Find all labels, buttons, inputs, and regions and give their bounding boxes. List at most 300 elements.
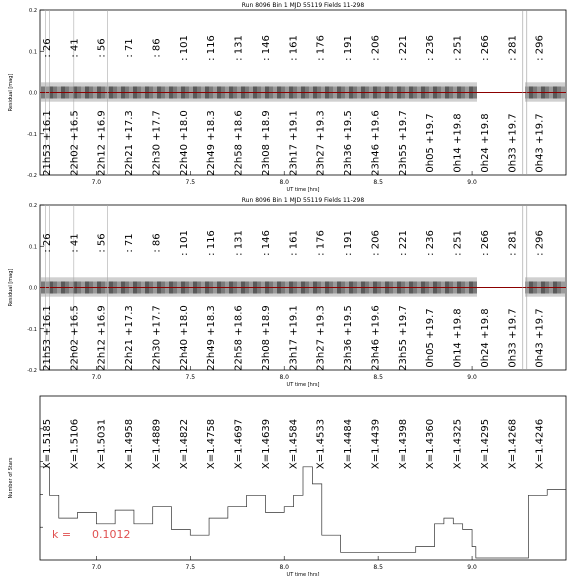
residual-bin-halo [473,99,477,102]
residual-bin-halo [305,277,309,281]
field-label: : 251 [452,35,464,61]
residual-bin-halo [257,277,261,281]
residual-bin-halo [197,277,201,281]
residual-bin-halo [265,294,269,297]
residual-bin-halo [293,277,297,281]
residual-bin-halo [357,277,361,281]
residual-bin-halo [177,277,181,281]
residual-bin-halo [69,294,73,297]
field-label: : 191 [343,35,355,61]
residual-bin-halo [149,82,153,86]
residual-bin-halo [297,294,301,297]
residual-bin-halo [545,294,549,297]
residual-panel-top [8,2,566,193]
residual-bin-halo [141,99,145,102]
residual-bin-halo [469,82,473,86]
y-tick-label: -0.1 [27,326,37,333]
residual-bin-halo [97,82,101,86]
field-label: : 26 [42,233,53,253]
residual-bin-halo [201,99,205,102]
residual-bin-halo [189,277,193,281]
residual-bin-halo [109,82,113,86]
residual-bin-halo [97,277,101,281]
residual-bin-halo [69,277,73,281]
residual-bin-halo [393,294,397,297]
field-label: : 296 [534,35,546,61]
residual-bin-halo [465,294,469,297]
y-tick-label: 0.1 [29,244,37,251]
star-count-panel [8,396,566,576]
residual-bin-halo [57,294,61,297]
field-coordinates: 0h43 +19.7 [534,113,546,173]
residual-bin-halo [253,82,257,86]
field-label: : 116 [206,230,218,256]
residual-bin-halo [229,277,233,281]
residual-bin-halo [257,99,261,102]
residual-bin-halo [325,277,329,281]
residual-bin-halo [185,294,189,297]
residual-bin-halo [113,82,117,86]
residual-bin-halo [93,82,97,86]
residual-bin-halo [433,82,437,86]
airmass-label: X=1.4533 [315,418,327,470]
residual-bin-halo [417,82,421,86]
residual-bin-halo [349,294,353,297]
residual-bin-halo [169,294,173,297]
residual-bin-halo [237,99,241,102]
field-coordinates: 23h36 +19.5 [343,110,355,176]
x-tick-label: 8.0 [279,374,289,381]
residual-bin-halo [125,82,129,86]
residual-bin-halo [153,294,157,297]
field-label: : 281 [507,230,519,256]
residual-bin-halo [117,294,121,297]
residual-bin-halo [345,294,349,297]
field-coordinates: 0h33 +19.7 [507,113,519,173]
residual-bin-halo [117,99,121,102]
residual-bin-halo [537,99,541,102]
residual-bin-halo [81,277,85,281]
field-label: : 131 [233,230,245,256]
x-tick-label: 8.5 [373,374,383,381]
x-tick-label: 7.5 [185,374,196,381]
residual-bin-halo [133,294,137,297]
residual-bin-halo [281,277,285,281]
airmass-label: X=1.4295 [479,418,491,470]
residual-bin-halo [421,294,425,297]
airmass-label: X=1.4584 [288,418,300,470]
residual-bin-halo [453,82,457,86]
residual-bin-halo [361,82,365,86]
residual-bin-halo [53,82,57,86]
y-tick-label: 0.0 [29,285,37,292]
residual-bin-halo [413,99,417,102]
residual-bin-halo [121,294,125,297]
residual-bin-halo [189,294,193,297]
residual-bin-halo [89,82,93,86]
residual-bin-halo [193,294,197,297]
residual-bin-halo [349,277,353,281]
residual-bin-halo [225,294,229,297]
residual-bin-halo [357,99,361,102]
residual-bin-halo [65,277,69,281]
residual-bin-halo [529,99,533,102]
y-tick-label: -0.2 [27,173,37,179]
residual-bin-halo [209,277,213,281]
residual-bin-halo [289,277,293,281]
residual-bin-halo [433,99,437,102]
residual-bin-halo [77,82,81,86]
field-label: : 71 [124,38,136,58]
residual-bin-halo [353,99,357,102]
residual-bin-halo [269,99,273,102]
residual-bin-halo [253,294,257,297]
residual-bin-halo [173,82,177,86]
field-coordinates: 21h53 +16.1 [42,110,53,176]
residual-bin-halo [529,82,533,86]
residual-bin-halo [469,99,473,102]
residual-bin-halo [437,82,441,86]
residual-bin-halo [345,99,349,102]
residual-bin-halo [337,82,341,86]
residual-bin-halo [533,82,537,86]
residual-bin-halo [305,99,309,102]
residual-bin-halo [357,82,361,86]
residual-bin-halo [145,82,149,86]
residual-bin-halo [253,99,257,102]
residual-bin-halo [209,99,213,102]
field-label: : 86 [151,38,163,58]
residual-bin-halo [125,294,129,297]
residual-bin-halo [329,294,333,297]
residual-bin-halo [93,294,97,297]
residual-bin-halo [233,82,237,86]
residual-bin-halo [133,82,137,86]
residual-bin-halo [157,294,161,297]
residual-bin-halo [97,294,101,297]
residual-bin-halo [161,99,165,102]
residual-bin-halo [173,277,177,281]
residual-bin-halo [309,99,313,102]
residual-bin-halo [373,99,377,102]
residual-bin-halo [349,99,353,102]
residual-bin-halo [269,82,273,86]
residual-bin-halo [373,294,377,297]
residual-bin-halo [333,277,337,281]
residual-bin-halo [301,294,305,297]
residual-bin-halo [393,277,397,281]
residual-bin-halo [561,82,565,86]
field-coordinates: 21h53 +16.1 [42,305,53,371]
residual-bin-halo [429,277,433,281]
residual-bin-halo [309,277,313,281]
residual-bin-halo [189,99,193,102]
residual-bin-halo [449,99,453,102]
field-label: : 146 [260,230,272,256]
airmass-label: X=1.4246 [534,418,546,470]
field-label: : 236 [425,230,437,256]
residual-bin-halo [277,99,281,102]
residual-bin-halo [41,82,45,86]
residual-bin-halo [201,82,205,86]
y-axis-label: Residual [mag] [8,268,14,307]
field-coordinates: 23h46 +19.6 [370,110,382,176]
residual-bin-halo [177,294,181,297]
airmass-label: X=1.4439 [370,418,382,470]
field-coordinates: 23h27 +19.3 [315,305,327,371]
residual-bin-halo [361,277,365,281]
residual-bin-halo [233,99,237,102]
residual-bin-halo [409,277,413,281]
residual-bin-halo [385,99,389,102]
residual-bin-halo [465,99,469,102]
y-tick-label: 0.1 [29,49,37,56]
residual-bin-halo [181,277,185,281]
residual-bin-halo [273,99,277,102]
field-label: : 221 [397,35,409,61]
field-label: : 146 [260,35,272,61]
residual-bin-halo [329,99,333,102]
residual-bin-halo [213,277,217,281]
residual-bin-halo [269,294,273,297]
field-coordinates: 23h55 +19.7 [397,110,409,176]
field-coordinates: 23h17 +19.1 [288,305,300,371]
residual-bin-halo [405,82,409,86]
residual-bin-halo [145,294,149,297]
residual-bin-halo [433,277,437,281]
residual-bin-halo [425,99,429,102]
residual-bin-halo [281,82,285,86]
residual-bin-halo [89,99,93,102]
residual-bin-halo [213,294,217,297]
residual-bin-halo [61,277,65,281]
residual-bin-halo [409,99,413,102]
residual-bin-halo [317,294,321,297]
residual-bin-halo [529,277,533,281]
residual-bin-halo [161,82,165,86]
residual-bin-halo [381,82,385,86]
residual-bin-halo [221,294,225,297]
field-coordinates: 23h46 +19.6 [370,305,382,371]
residual-bin-halo [545,277,549,281]
residual-bin-halo [237,294,241,297]
field-label: : 266 [479,230,491,256]
residual-bin-halo [541,99,545,102]
field-label: : 56 [96,233,108,253]
residual-bin-halo [405,277,409,281]
y-tick-label: 0.2 [29,203,37,209]
residual-bin-halo [273,82,277,86]
residual-bin-halo [53,294,57,297]
residual-bin-halo [401,294,405,297]
field-coordinates: 23h27 +19.3 [315,110,327,176]
field-coordinates: 0h14 +19.8 [452,113,464,173]
residual-bin-halo [221,99,225,102]
residual-bin-halo [357,294,361,297]
residual-bin-halo [385,277,389,281]
residual-bin-halo [297,82,301,86]
residual-bin-halo [141,82,145,86]
residual-bin-halo [85,294,89,297]
airmass-label: X=1.5031 [96,418,108,470]
residual-bin-halo [369,294,373,297]
residual-bin-halo [277,82,281,86]
residual-bin-halo [553,277,557,281]
residual-bin-halo [365,294,369,297]
residual-bin-halo [217,82,221,86]
residual-bin-halo [365,82,369,86]
residual-bin-halo [397,82,401,86]
residual-bin-halo [421,277,425,281]
y-axis-label: Residual [mag] [8,73,14,112]
residual-bin-halo [113,277,117,281]
residual-bin-halo [401,82,405,86]
residual-bin-halo [441,294,445,297]
residual-bin-halo [137,294,141,297]
residual-bin-halo [561,294,565,297]
field-coordinates: 23h36 +19.5 [343,305,355,371]
residual-bin-halo [177,82,181,86]
residual-bin-halo [353,82,357,86]
residual-bin-halo [81,82,85,86]
airmass-label: X=1.4822 [178,418,190,470]
field-label: : 101 [178,35,190,61]
residual-bin-halo [285,99,289,102]
residual-bin-halo [549,294,553,297]
residual-bin-halo [201,294,205,297]
residual-bin-halo [301,99,305,102]
field-label: : 251 [452,230,464,256]
field-label: : 101 [178,230,190,256]
residual-bin-halo [345,82,349,86]
residual-bin-halo [465,82,469,86]
residual-bin-halo [445,277,449,281]
residual-bin-halo [213,99,217,102]
residual-bin-halo [449,82,453,86]
residual-bin-halo [153,99,157,102]
field-coordinates: 22h02 +16.5 [69,110,81,176]
residual-bin-halo [217,277,221,281]
field-label: : 281 [507,35,519,61]
residual-bin-halo [305,294,309,297]
residual-bin-halo [161,294,165,297]
residual-bin-halo [557,294,561,297]
residual-bin-halo [169,99,173,102]
residual-bin-halo [417,294,421,297]
residual-bin-halo [225,99,229,102]
residual-bin-halo [409,82,413,86]
residual-bin-halo [285,294,289,297]
residual-bin-halo [209,294,213,297]
residual-bin-halo [109,99,113,102]
field-label: : 221 [397,230,409,256]
residual-bin-halo [533,99,537,102]
residual-bin-halo [265,277,269,281]
field-label: : 236 [425,35,437,61]
residual-bin-halo [145,99,149,102]
residual-bin-halo [193,82,197,86]
airmass-label: X=1.4325 [452,418,464,470]
residual-bin-halo [393,82,397,86]
residual-bin-halo [129,82,133,86]
field-coordinates: 22h58 +18.6 [233,110,245,176]
residual-bin-halo [473,82,477,86]
residual-bin-halo [121,99,125,102]
field-label: : 116 [206,35,218,61]
residual-bin-halo [129,277,133,281]
residual-bin-halo [421,99,425,102]
residual-bin-halo [537,277,541,281]
residual-bin-halo [237,277,241,281]
residual-bin-halo [101,294,105,297]
residual-bin-halo [81,294,85,297]
residual-bin-halo [449,277,453,281]
residual-bin-halo [321,82,325,86]
residual-bin-halo [181,99,185,102]
residual-bin-halo [341,294,345,297]
residual-bin-halo [397,277,401,281]
residual-bin-halo [281,294,285,297]
residual-bin-halo [365,277,369,281]
residual-bin-halo [265,82,269,86]
residual-bin-halo [377,82,381,86]
residual-bin-halo [117,277,121,281]
residual-bin-halo [337,277,341,281]
residual-bin-halo [381,277,385,281]
field-coordinates: 22h30 +17.7 [151,110,163,176]
residual-bin-halo [273,277,277,281]
residual-bin-halo [101,82,105,86]
residual-bin-halo [101,277,105,281]
residual-bin-halo [541,277,545,281]
residual-bin-halo [429,294,433,297]
residual-bin-halo [309,294,313,297]
airmass-label: X=1.4360 [425,418,437,470]
residual-bin-halo [453,99,457,102]
residual-bin-halo [457,82,461,86]
residual-bin-halo [149,294,153,297]
residual-bin-halo [425,82,429,86]
residual-bin-halo [205,99,209,102]
residual-bin-halo [309,82,313,86]
field-label: : 206 [370,35,382,61]
field-coordinates: 22h02 +16.5 [69,305,81,371]
residual-bin-halo [241,99,245,102]
residual-bin-halo [85,99,89,102]
field-label: : 26 [42,38,53,58]
residual-bin-halo [213,82,217,86]
residual-bin-halo [289,294,293,297]
residual-bin-halo [277,277,281,281]
residual-bin-halo [189,82,193,86]
residual-bin-halo [353,277,357,281]
residual-bin-halo [297,277,301,281]
field-label: : 161 [288,35,300,61]
residual-bin-halo [285,277,289,281]
residual-bin-halo [469,277,473,281]
residual-bin-halo [157,277,161,281]
residual-bin-halo [153,82,157,86]
residual-bin-halo [305,82,309,86]
residual-bin-halo [541,82,545,86]
field-label: : 176 [315,230,327,256]
residual-bin-halo [165,99,169,102]
residual-bin-halo [129,294,133,297]
residual-bin-halo [77,277,81,281]
residual-bin-halo [553,294,557,297]
residual-panel-middle [8,197,566,388]
residual-bin-halo [181,82,185,86]
